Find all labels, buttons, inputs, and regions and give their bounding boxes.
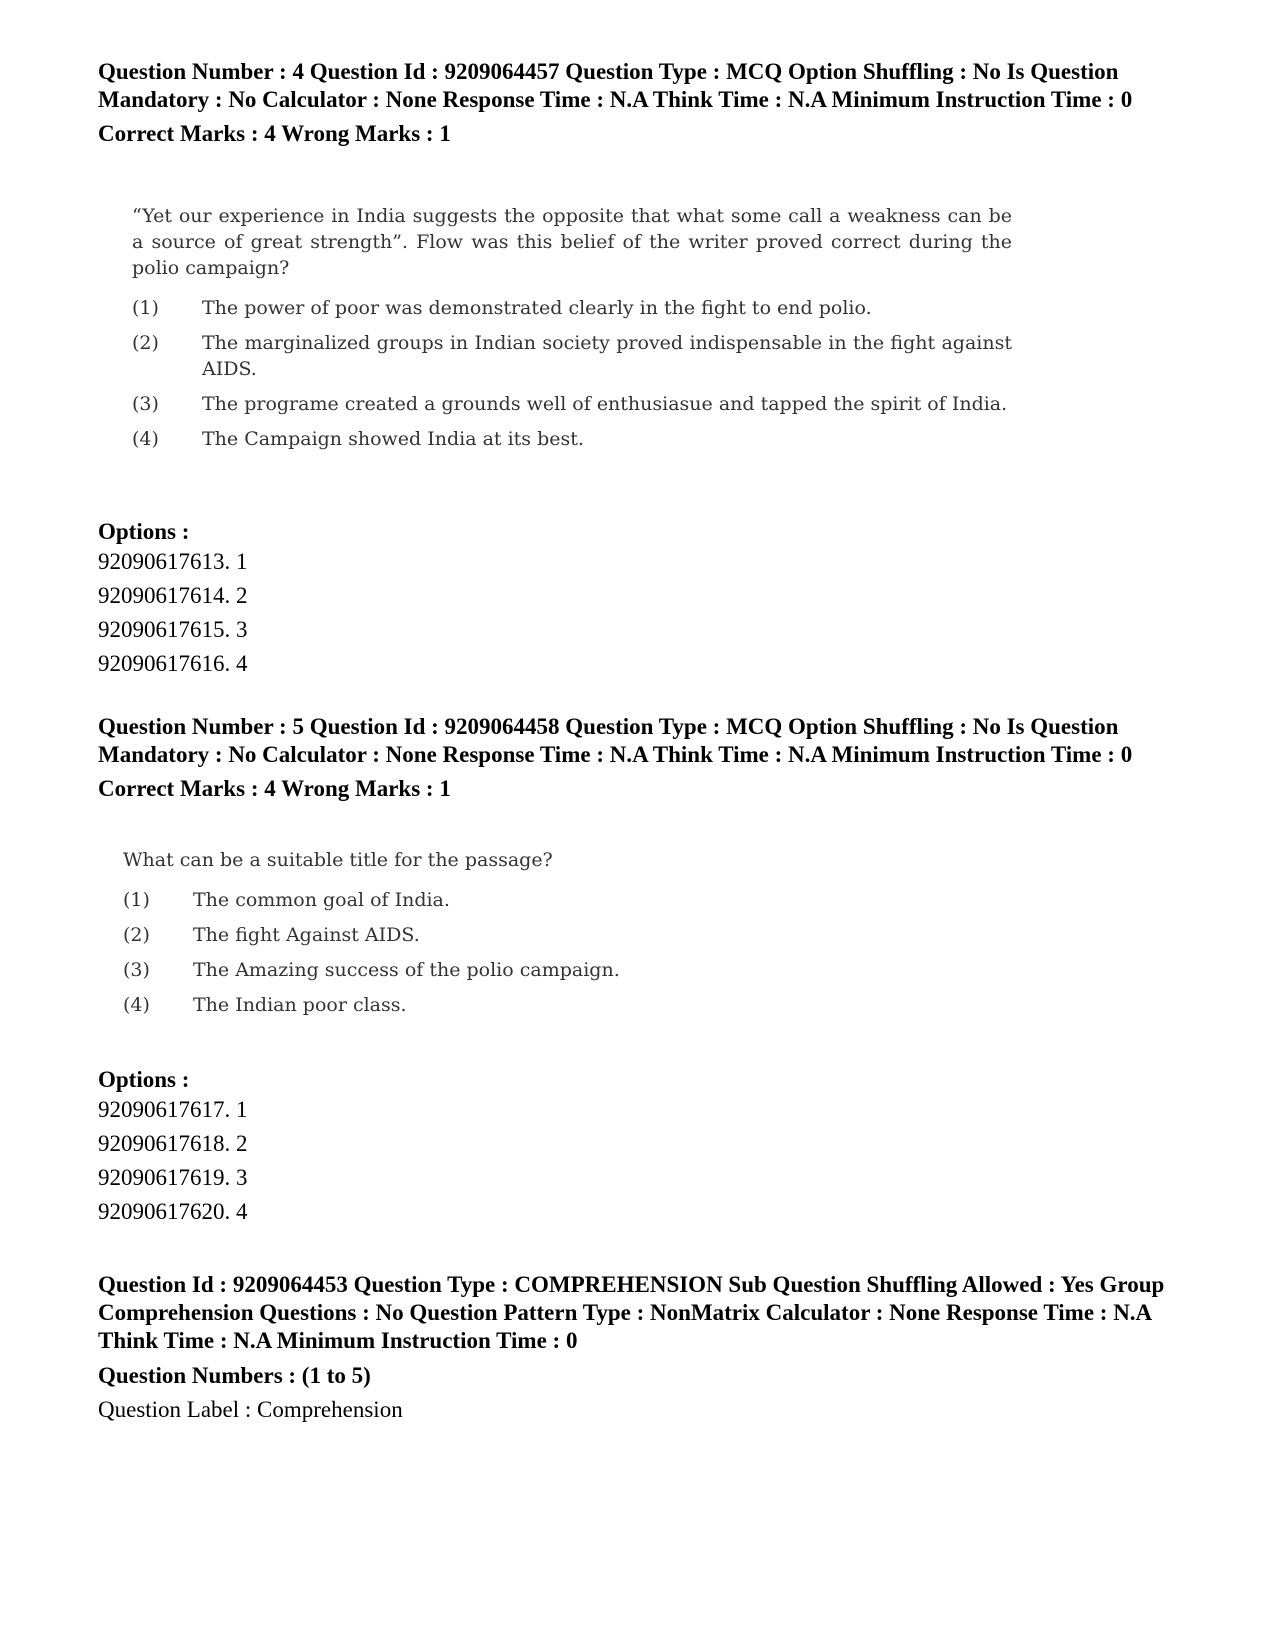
question-5-stem: What can be a suitable title for the passage? bbox=[123, 849, 553, 871]
question-5-choice-3 bbox=[123, 957, 923, 983]
choice-text: The programe created a grounds well of enthusiasue and tapped the spirit of India. bbox=[202, 393, 1008, 415]
choice-number: (2) bbox=[123, 924, 150, 946]
choice-text: The Indian poor class. bbox=[193, 994, 407, 1016]
question-4-meta: Question Number : 4 Question Id : 9209064457 Question Type : MCQ Option Shuffling : No Is Question Mandatory : No Calculator : None Response Time : N.A Think Time : N.A Minimum Instruction Time : 0 bbox=[98, 59, 1133, 112]
option-item: 92090617618. 2 bbox=[98, 1131, 248, 1156]
choice-number: (3) bbox=[123, 959, 150, 981]
question-5-options-list bbox=[98, 1093, 248, 1229]
option-item: 92090617614. 2 bbox=[98, 583, 248, 608]
question-4-choice-3 bbox=[132, 391, 1012, 417]
choice-text: The Amazing success of the polio campaign. bbox=[193, 959, 620, 981]
question-4-choice-1 bbox=[132, 295, 1012, 321]
choice-number: (1) bbox=[123, 889, 150, 911]
choice-text: The power of poor was demonstrated clearly in the fight to end polio. bbox=[202, 297, 872, 319]
choice-number: (1) bbox=[132, 297, 159, 319]
option-item: 92090617615. 3 bbox=[98, 617, 248, 642]
choice-text: The marginalized groups in Indian society proved indispensable in the fight against AIDS. bbox=[202, 332, 1012, 380]
question-4-options-list bbox=[98, 545, 248, 681]
choice-number: (2) bbox=[132, 332, 159, 354]
choice-text: The common goal of India. bbox=[193, 889, 450, 911]
question-4-marks: Correct Marks : 4 Wrong Marks : 1 bbox=[98, 121, 451, 146]
question-5-choice-1 bbox=[123, 887, 923, 913]
question-4-scan bbox=[132, 203, 1012, 461]
question-numbers: Question Numbers : (1 to 5) bbox=[98, 1363, 371, 1388]
option-item: 92090617619. 3 bbox=[98, 1165, 248, 1190]
question-5-choice-4 bbox=[123, 992, 923, 1018]
choice-number: (4) bbox=[123, 994, 150, 1016]
question-5-options-label: Options : bbox=[98, 1067, 190, 1092]
choice-number: (4) bbox=[132, 428, 159, 450]
option-item: 92090617616. 4 bbox=[98, 651, 248, 676]
choice-number: (3) bbox=[132, 393, 159, 415]
question-4-choice-2 bbox=[132, 330, 1012, 382]
comprehension-block bbox=[98, 1271, 1198, 1424]
option-item: 92090617613. 1 bbox=[98, 549, 248, 574]
question-4-stem: “Yet our experience in India suggests the opposite that what some call a weakness can be a source of great strength”. Flow was this belief of the writer proved correct during the polio campaign? bbox=[132, 205, 1012, 279]
question-4-header bbox=[98, 58, 1198, 148]
choice-text: The fight Against AIDS. bbox=[193, 924, 420, 946]
choice-text: The Campaign showed India at its best. bbox=[202, 428, 584, 450]
question-5-choice-2 bbox=[123, 922, 923, 948]
question-4-choice-4 bbox=[132, 426, 1012, 452]
question-5-header bbox=[98, 713, 1198, 803]
question-4-options-label: Options : bbox=[98, 519, 190, 544]
question-5-marks: Correct Marks : 4 Wrong Marks : 1 bbox=[98, 776, 451, 801]
question-label: Question Label : Comprehension bbox=[98, 1397, 403, 1422]
question-5-meta: Question Number : 5 Question Id : 9209064458 Question Type : MCQ Option Shuffling : No Is Question Mandatory : No Calculator : None Response Time : N.A Think Time : N.A Minimum Instruction Time : 0 bbox=[98, 714, 1133, 767]
option-item: 92090617617. 1 bbox=[98, 1097, 248, 1122]
option-item: 92090617620. 4 bbox=[98, 1199, 248, 1224]
comprehension-meta: Question Id : 9209064453 Question Type : COMPREHENSION Sub Question Shuffling Allowed : Yes Group Comprehension Questions : No Question Pattern Type : NonMatrix Calculator : None Response Time : N.A Think Time : N.A Minimum Instruction Time : 0 bbox=[98, 1272, 1165, 1353]
question-5-scan bbox=[123, 847, 923, 1027]
